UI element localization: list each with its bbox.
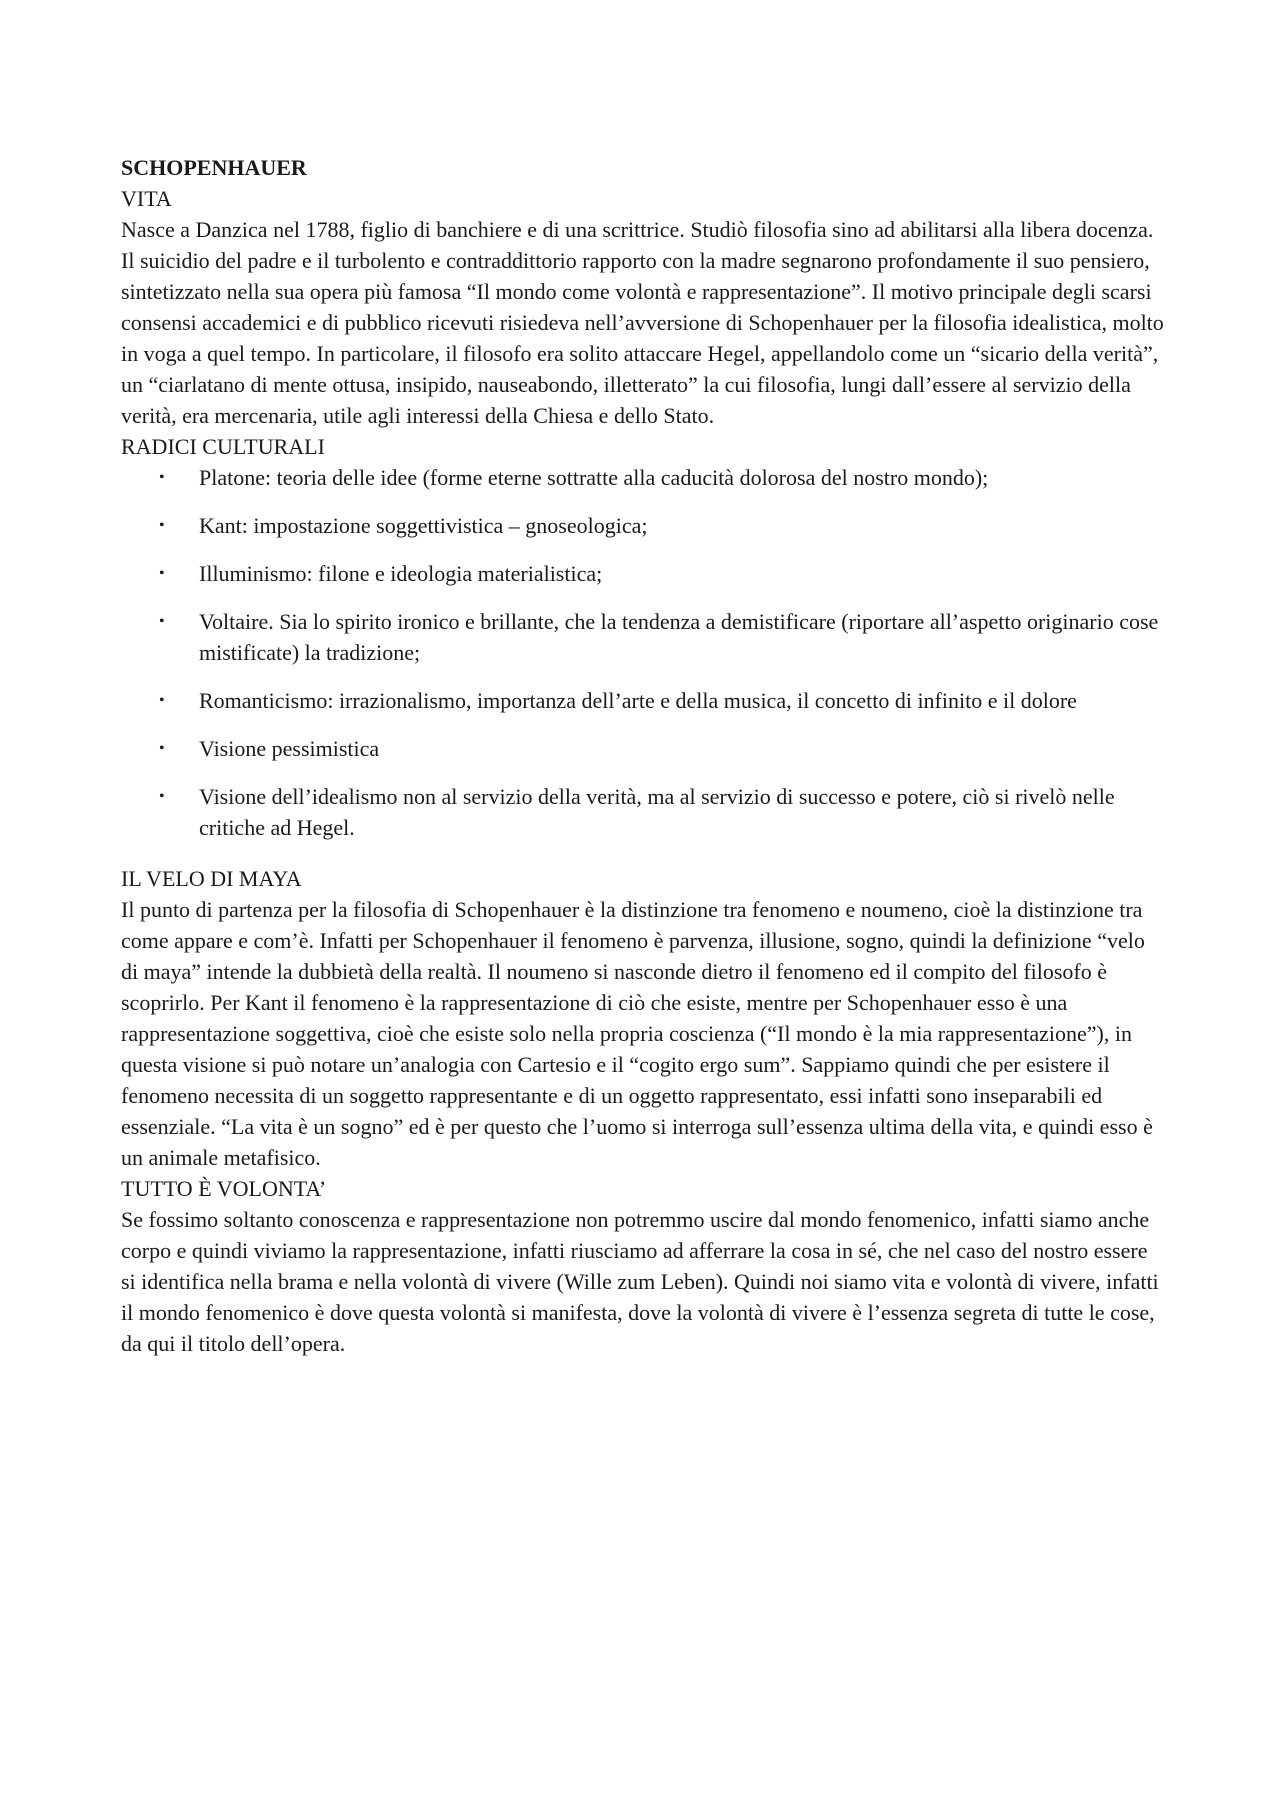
paragraph-tutto-e-volonta: Se fossimo soltanto conoscenza e rappresentazione non potremmo uscire dal mondo fenomenico, infatti siamo anche corpo e quindi viviamo la rappresentazione, infatti riusciamo ad afferrare la cosa in sé, che nel caso del nostro essere si identifica nella brama e nella volontà di vivere (Wille zum Leben). Quindi noi siamo vita e volontà di vivere, infatti il mondo fenomenico è dove questa volontà si manifesta, dove la volontà di vivere è l’essenza segreta di tutte le cose, da qui il titolo dell’opera.	[121, 1207, 1159, 1356]
list-item-text: Illuminismo: filone e ideologia materialistica;	[199, 561, 603, 586]
bullet-icon: •	[159, 517, 165, 534]
bullet-icon: •	[159, 788, 165, 805]
list-item	[121, 606, 1166, 668]
paragraph-velo-di-maya: Il punto di partenza per la filosofia di Schopenhauer è la distinzione tra fenomeno e noumeno, cioè la distinzione tra come appare e com’è. Infatti per Schopenhauer il fenomeno è parvenza, illusione, sogno, quindi la definizione “velo di maya” intende la dubbietà della realtà. Il noumeno si nasconde dietro il fenomeno ed il compito del filosofo è scoprirlo. Per Kant il fenomeno è la rappresentazione di ciò che esiste, mentre per Schopenhauer esso è una rappresentazione soggettiva, cioè che esiste solo nella propria coscienza (“Il mondo è la mia rappresentazione”), in questa visione si può notare un’analogia con Cartesio e il “cogito ergo sum”. Sappiamo quindi che per esistere il fenomeno necessita di un soggetto rappresentante e di un oggetto rappresentato, essi infatti sono inseparabili ed essenziale. “La vita è un sogno” ed è per questo che l’uomo si interroga sull’essenza ultima della vita, e quindi esso è un animale metafisico.	[121, 897, 1153, 1170]
list-item	[121, 462, 1166, 493]
section-heading-vita: VITA	[121, 186, 172, 211]
section-heading-radici-culturali: RADICI CULTURALI	[121, 434, 325, 459]
paragraph-vita: Nasce a Danzica nel 1788, figlio di banchiere e di una scrittrice. Studiò filosofia sino ad abilitarsi alla libera docenza. Il suicidio del padre e il turbolento e contraddittorio rapporto con la madre segnarono profondamente il suo pensiero, sintetizzato nella sua opera più famosa “Il mondo come volontà e rappresentazione”. Il motivo principale degli scarsi consensi accademici e di pubblico ricevuti risiedeva nell’avversione di Schopenhauer per la filosofia idealistica, molto in voga a quel tempo. In particolare, il filosofo era solito attaccare Hegel, appellandolo come un “sicario della verità”, un “ciarlatano di mente ottusa, insipido, nauseabondo, illetterato” la cui filosofia, lungi dall’essere al servizio della verità, era mercenaria, utile agli interessi della Chiesa e dello Stato.	[121, 217, 1164, 428]
list-item-text: Visione dell’idealismo non al servizio della verità, ma al servizio di successo e potere, ciò si rivelò nelle critiche ad Hegel.	[199, 784, 1115, 840]
section-heading-tutto-e-volonta: TUTTO È VOLONTA’	[121, 1176, 327, 1201]
bullet-icon: •	[159, 469, 165, 486]
document-title: SCHOPENHAUER	[121, 155, 307, 180]
list-item-text: Kant: impostazione soggettivistica – gnoseologica;	[199, 513, 648, 538]
list-item	[121, 733, 1166, 764]
list-item	[121, 685, 1166, 716]
bullet-icon: •	[159, 613, 165, 630]
bullet-icon: •	[159, 740, 165, 757]
section-heading-velo-di-maya: IL VELO DI MAYA	[121, 866, 302, 891]
list-item-text: Romanticismo: irrazionalismo, importanza dell’arte e della musica, il concetto di infinito e il dolore	[199, 688, 1077, 713]
list-item	[121, 558, 1166, 589]
radici-culturali-list	[121, 462, 1166, 843]
bullet-icon: •	[159, 692, 165, 709]
bullet-icon: •	[159, 565, 165, 582]
list-item	[121, 510, 1166, 541]
list-item	[121, 781, 1166, 843]
list-item-text: Voltaire. Sia lo spirito ironico e brillante, che la tendenza a demistificare (riportare all’aspetto originario cose mistificate) la tradizione;	[199, 609, 1159, 665]
list-item-text: Platone: teoria delle idee (forme eterne sottratte alla caducità dolorosa del nostro mondo);	[199, 465, 989, 490]
document-content	[121, 152, 1166, 1359]
list-item-text: Visione pessimistica	[199, 736, 380, 761]
